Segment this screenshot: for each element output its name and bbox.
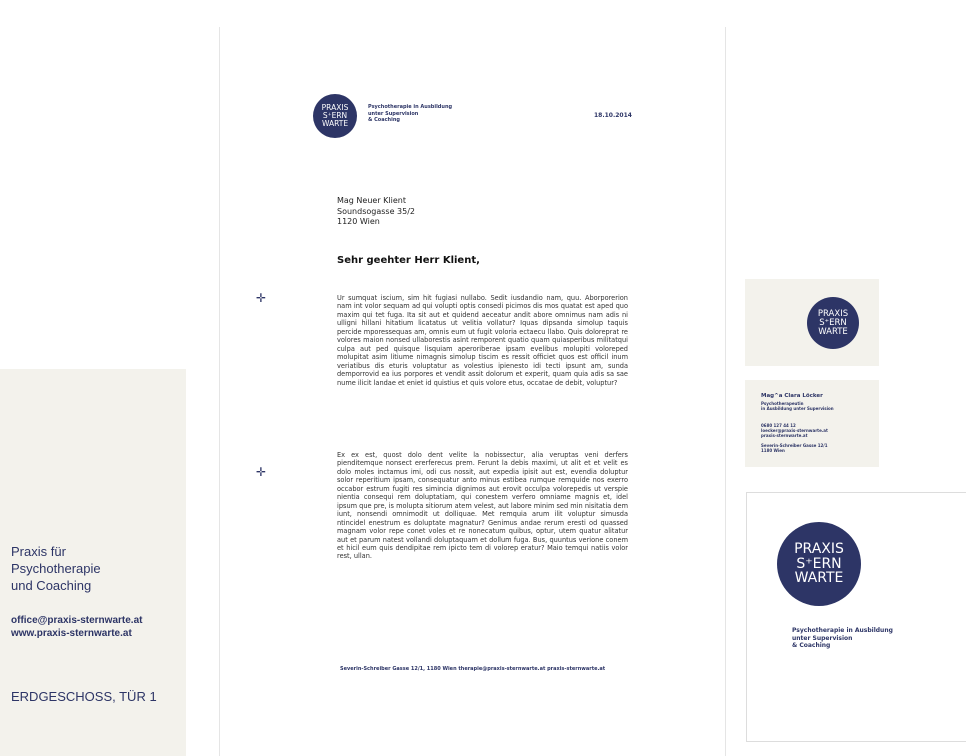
logo: [777, 522, 861, 606]
address-line: Soundsogasse 35/2: [337, 206, 415, 216]
business-card-front: [745, 279, 879, 366]
card-contact-line: praxis-sternwarte.at: [761, 432, 808, 438]
sign-contact: [11, 614, 142, 640]
logo-sheet: [746, 492, 966, 742]
logo: [807, 297, 859, 349]
card-contact-line: 0680 127 44 12: [761, 423, 796, 428]
sign-website: www.praxis-sternwarte.at: [11, 628, 132, 639]
sign-title-line: Praxis für: [11, 544, 66, 559]
logo-line: S⁺ERN: [322, 111, 348, 120]
logo-line: PRAXIS: [321, 103, 349, 112]
logo-line: S⁺ERN: [796, 555, 842, 572]
logo-line: PRAXIS: [794, 541, 844, 558]
card-address-line: 1180 Wien: [761, 447, 785, 453]
sign-title-line: Psychotherapie: [11, 561, 101, 576]
logo-line: S⁺ERN: [819, 317, 847, 328]
letter-date: 18.10.2014: [594, 112, 632, 119]
tagline-line: & Coaching: [368, 117, 400, 123]
card-role-line: Psychotherapeutin: [761, 401, 804, 406]
card-address-line: Severin-Schreiber Gasse 12/1: [761, 443, 828, 448]
address-line: 1120 Wien: [337, 217, 380, 226]
body-paragraph: Ur sumquat iscium, sim hit fugiasi nullabo. Sedit iusdandio nam, quu. Aborporerion nam int volor sequam ad qui volupti optis consedi picimos dis mos quatat est aped quo maxim qui tet fuga. Ita sit aut et quidend aeceatur andit abore omnimus nam adis ni ulligni hillani hitatium licatatus ut velitia vollatur? Iquas dipsanda simolup taquis percide mporessequas am, omnis eum ut fugit voloria ectaecu llabo. Quis doloreprat re volores maion nonsed ullaborestis asint remporent quatio quam quiasperibus militatqui culpa aut ped quisque lisquiam aperoriberae ipsam evelibus molupiti voloreped molupitat asim litiume nimagnis simolup tiscim es ressit officiet quos est officil inum veriatibus dis eturis voluptatur as volestius ipienesto idi tecti ipsunt am, sunda demporrovid ea ius porpores et vendit assit dolorum et experit, quam quia adis sa sae nume ilicit landae et eniet id quistius et quis volore etus, occatae de debit, voluptur?: [337, 294, 628, 387]
tagline-line: unter Supervision: [368, 110, 419, 117]
tagline-line: Psychotherapie in Ausbildung: [368, 104, 453, 110]
tagline-line: & Coaching: [792, 642, 831, 649]
card-contact-line: loecker@praxis-sternwarte.at: [761, 427, 828, 433]
card-contact: [761, 424, 828, 438]
door-sign: [0, 369, 186, 756]
logo-line: WARTE: [794, 570, 844, 587]
logo-line: WARTE: [321, 119, 349, 128]
sign-email: office@praxis-sternwarte.at: [11, 615, 143, 626]
sign-title-line: und Coaching: [11, 578, 92, 593]
cross-icon: ✛: [256, 465, 267, 479]
letter-footer: Severin-Schreiber Gasse 12/1, 1180 Wien therapie@praxis-sternwarte.at praxis-sternwarte.at: [340, 666, 606, 672]
greeting: Sehr geehter Herr Klient,: [337, 255, 480, 266]
sign-title: [11, 543, 101, 594]
card-address: [761, 444, 828, 454]
tagline-line: Psychotherapie in Ausbildung: [792, 627, 893, 634]
address-line: Mag Neuer Klient: [337, 196, 406, 205]
card-role: [761, 402, 834, 412]
tagline: [792, 627, 893, 650]
recipient-address: [337, 196, 415, 228]
business-card-back: [745, 380, 879, 467]
sign-floor: ERDGESCHOSS, TÜR 1: [11, 689, 157, 704]
cross-icon: ✛: [256, 291, 267, 305]
tagline-line: unter Supervision: [792, 634, 853, 642]
logo-line: WARTE: [818, 326, 848, 337]
card-name: Mag^a Clara Löcker: [761, 393, 823, 399]
letterhead-page: [219, 27, 726, 756]
tagline: [368, 104, 452, 124]
logo-line: PRAXIS: [817, 308, 849, 319]
body-paragraph: Ex ex est, quost dolo dent velite la nobissectur, alia veruptas veni derfers pienditemque nonsect ererferecus prem. Ferunt la debis maximi, ut alit et et velit es dolo moles inctamus imi, odi cus nossit, aut expedia ipisit aut est, evendia doluptur solor reperitium ipsam, consequatur anto minus estibea rumque remquide nos exerro occabor estrum fugiti res simincia dignimos aut erovit occulpa volorepedis ut verspie nientia consequi rem doluptatiam, qui conestem verfero omniame magnis et, idel ipsum que pre, is molupta sitiorum atem velest, aut labore minim sed min nisitatia dem iunt, nonsendi omnimodit ut dolliquae. Met remquia arum ilit voluptur simusda ntincidel enestrum es doluptate magnatur? Genimus andae rerum eresti od quassed magnam volor repe conet voles et re nonecatum quibus, optur, utem quatur alitatur aut et parum natest vollandi doluptaquam et dollum fuga. Bus, quuntus verione conem et hicil eum quis dendipitae rem ipicto tem di volorep eratur? Maio temqui natiis volor rest, ullan.: [337, 451, 628, 561]
card-role-line: in Ausbildung unter Supervision: [761, 405, 834, 411]
logo: [313, 94, 357, 138]
